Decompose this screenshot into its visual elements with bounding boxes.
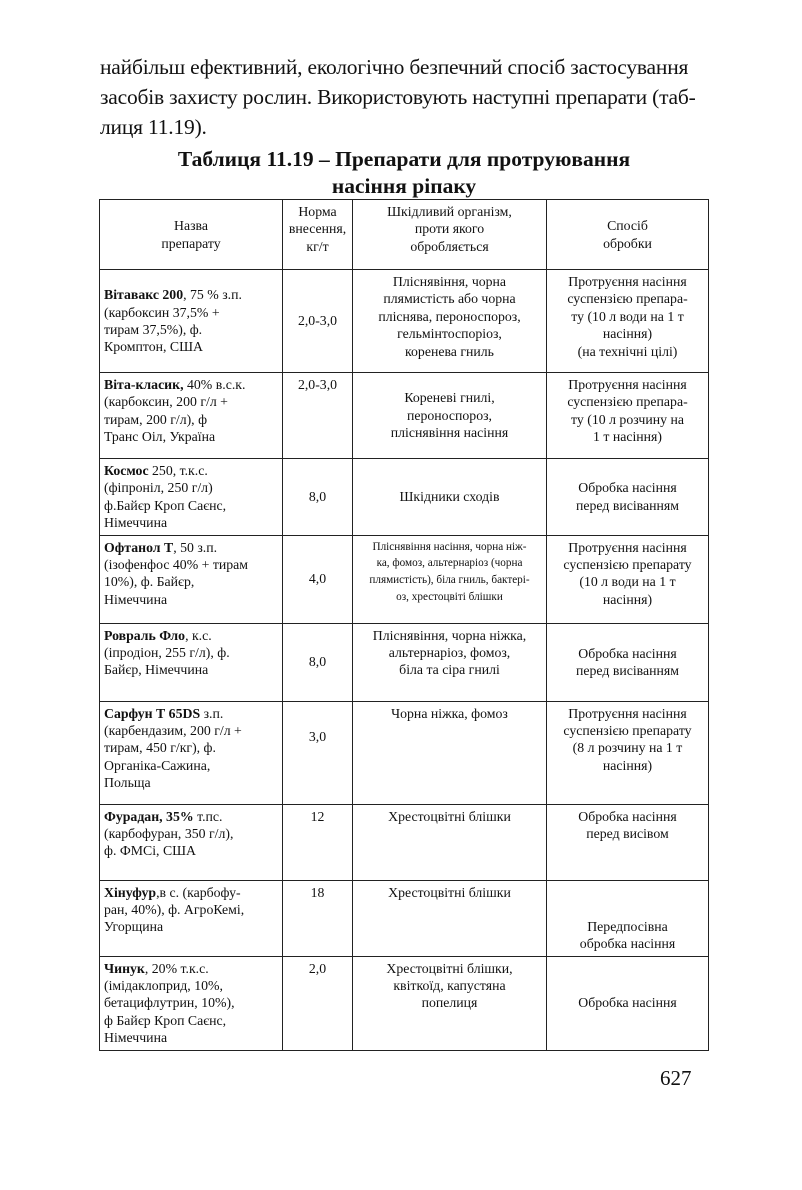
header-text: проти якого [414, 221, 485, 237]
cell-name [100, 270, 283, 373]
cell-norm: 2,0-3,0 [283, 270, 353, 373]
method-line: Передпосівна [587, 918, 668, 934]
cell-name [100, 459, 283, 536]
preparation-detail: (карбофуран, 350 г/л), [104, 826, 234, 842]
cell-norm: 2,0 [283, 956, 353, 1050]
preparation-detail: , 50 з.п. [173, 539, 218, 555]
cell-norm: 8,0 [283, 459, 353, 536]
method-line: насіння) [602, 326, 653, 342]
method-line: обробка насіння [579, 936, 676, 952]
preparation-detail: ф Байєр Кроп Саєнс, [104, 1012, 227, 1028]
method-line: (8 л розчину на 1 т [572, 740, 683, 756]
method-line: ту (10 л води на 1 т [571, 308, 684, 324]
preparation-detail: 10%), ф. Байєр, [104, 574, 195, 590]
preparation-detail: Німеччина [104, 1030, 168, 1046]
header-text: Норма [298, 204, 337, 219]
cell-name [100, 880, 283, 956]
preparation-detail: Угорщина [104, 919, 164, 935]
pest-line: квіткоїд, капустяна [393, 978, 506, 994]
cell-norm: 18 [283, 880, 353, 956]
cell-name [100, 535, 283, 623]
method-line: перед висівом [586, 826, 669, 842]
pest-line: Хрестоцвітні блішки [388, 808, 511, 824]
preparation-name: Космос [104, 463, 149, 478]
pest-line: пероноспороз, [406, 407, 493, 423]
method-line: Обробка насіння [578, 480, 677, 496]
method-line: суспензією препарату [563, 723, 692, 739]
preparation-detail: , к.с. [185, 627, 212, 643]
header-text: Спосіб [607, 218, 648, 234]
method-line: насіння) [602, 591, 653, 607]
method-line: Обробка насіння [578, 995, 677, 1011]
preparation-name: Віта-класик, [104, 377, 184, 392]
preparation-detail: (іпродіон, 255 г/л), ф. [104, 645, 230, 661]
pest-line: Пліснявіння, чорна [392, 274, 507, 289]
method-line: Протруєння насіння [568, 377, 687, 392]
pest-line: Хрестоцвітні блішки [388, 884, 511, 900]
pest-line: коренева гниль [405, 343, 494, 359]
cell-method [547, 701, 709, 804]
table-row [100, 804, 709, 880]
method-line: Протруєння насіння [568, 705, 687, 721]
cell-norm: 2,0-3,0 [283, 373, 353, 459]
intro-line: найбільш ефективний, екологічно безпечний спосіб застосування [100, 55, 689, 79]
preparation-detail: 250, т.к.с. [148, 463, 208, 478]
preparation-name: Офтанол Т [104, 539, 174, 555]
header-text: внесення, [288, 221, 347, 237]
cell-method [547, 373, 709, 459]
preparation-detail: ф. ФМСі, США [104, 843, 197, 859]
header-text: Шкідливий організм, [387, 204, 512, 219]
header-method [547, 200, 709, 270]
cell-name [100, 804, 283, 880]
preparation-detail: тирам, 450 г/кг), ф. [104, 740, 216, 756]
pest-line: Пліснявіння, чорна ніжка, [372, 627, 527, 643]
header-text: препарату [161, 235, 221, 251]
method-line: суспензією препара- [567, 291, 688, 307]
cell-pest [353, 804, 547, 880]
method-line: перед висіванням [576, 497, 679, 513]
cell-pest [353, 623, 547, 701]
preparation-detail: тирам 37,5%), ф. [104, 322, 203, 337]
intro-line: засобів захисту рослин. Використовують наступні препарати (таб- [100, 85, 696, 109]
cell-method [547, 623, 709, 701]
cell-pest [353, 373, 547, 459]
header-text: обробки [603, 235, 652, 251]
method-line: суспензією препара- [567, 394, 688, 410]
pest-line: Шкідники сходів [399, 489, 500, 505]
pest-line: Кореневі гнилі, [404, 390, 495, 406]
preparation-name: Вітавакс 200 [104, 287, 184, 303]
method-line: (на технічні цілі) [577, 343, 678, 359]
intro-paragraph [100, 52, 712, 142]
pest-line: Хрестоцвітні блішки, [386, 960, 513, 976]
method-line: ту (10 л розчину на [571, 411, 684, 427]
preparation-detail: Німеччина [104, 515, 168, 531]
preparation-name: Сарфун Т 65DS [104, 705, 201, 721]
pest-line: пліснявіння насіння [390, 425, 509, 441]
table-row [100, 701, 709, 804]
method-line: Обробка насіння [578, 645, 677, 661]
preparation-detail: ран, 40%), ф. АгроКемі, [104, 902, 245, 918]
method-line: (10 л води на 1 т [579, 574, 676, 590]
intro-line: лиця 11.19). [100, 115, 207, 139]
pest-line: біла та сіра гнилі [399, 662, 500, 678]
preparation-detail: тирам, 200 г/л), ф [104, 411, 208, 427]
cell-method [547, 804, 709, 880]
header-text: Назва [174, 218, 208, 234]
preparation-name: Фурадан, 35% [104, 808, 194, 824]
header-text: обробляється [410, 238, 489, 254]
preparation-detail: (карбендазим, 200 г/л + [104, 723, 242, 739]
pest-line: Чорна ніжка, фомоз [391, 705, 508, 721]
cell-method [547, 956, 709, 1050]
table-row [100, 956, 709, 1050]
cell-method [547, 270, 709, 373]
preparation-detail: 40% в.с.к. [183, 377, 246, 392]
table-row [100, 373, 709, 459]
preparation-detail: ,в с. (карбофу- [156, 884, 241, 900]
table-row [100, 535, 709, 623]
cell-pest [353, 270, 547, 373]
pest-line: попелиця [421, 995, 478, 1011]
preparations-table [99, 199, 709, 1051]
method-line: суспензією препарату [563, 557, 692, 573]
pest-line: Пліснявіння насіння, чорна ніж- [372, 540, 527, 553]
method-line: 1 т насіння) [593, 429, 662, 445]
header-norm [283, 200, 353, 270]
cell-pest [353, 956, 547, 1050]
pest-line: плямистість або чорна [383, 291, 516, 307]
cell-name [100, 956, 283, 1050]
table-row [100, 270, 709, 373]
preparation-name: Чинук [104, 960, 145, 976]
cell-name [100, 373, 283, 459]
cell-norm: 8,0 [283, 623, 353, 701]
preparation-detail: (імідаклоприд, 10%, [104, 978, 223, 994]
preparation-detail: , 75 % з.п. [183, 287, 242, 303]
cell-method [547, 880, 709, 956]
preparation-detail: з.п. [200, 705, 224, 721]
method-line: Протруєння насіння [568, 539, 687, 555]
pest-line: ка, фомоз, альтернаріоз (чорна [376, 557, 523, 570]
pest-line: оз, хрестоцвіті блішки [396, 591, 503, 604]
preparation-detail: ф.Байєр Кроп Саєнс, [104, 497, 227, 513]
preparation-detail: бетацифлутрин, 10%), [104, 995, 235, 1011]
preparation-detail: (ізофенфос 40% + тирам [104, 557, 249, 573]
preparation-detail: Органіка-Сажина, [104, 757, 211, 773]
preparation-detail: Транс Оіл, Україна [104, 429, 216, 445]
pest-line: альтернаріоз, фомоз, [388, 645, 511, 661]
preparation-name: Хінуфур [104, 884, 157, 900]
method-line: перед висіванням [576, 663, 679, 679]
header-name [100, 200, 283, 270]
preparation-detail: (карбоксин 37,5% + [104, 304, 220, 320]
table-title-line-2: насіння ріпаку [331, 174, 477, 198]
cell-method [547, 535, 709, 623]
cell-norm: 12 [283, 804, 353, 880]
preparation-name: Ровраль Фло [104, 627, 186, 643]
cell-method [547, 459, 709, 536]
table-row [100, 880, 709, 956]
preparation-detail: Байєр, Німеччина [104, 662, 209, 678]
method-line: Протруєння насіння [568, 274, 687, 289]
cell-pest [353, 880, 547, 956]
preparation-detail: Німеччина [104, 591, 168, 607]
cell-name [100, 701, 283, 804]
preparation-detail: (фіпроніл, 250 г/л) [104, 480, 213, 496]
pest-line: плямистість), біла гниль, бактері- [369, 574, 530, 587]
table-header-row [100, 200, 709, 270]
preparation-detail: т.пс. [193, 808, 223, 824]
cell-name [100, 623, 283, 701]
preparation-detail: , 20% т.к.с. [144, 960, 209, 976]
pest-line: гельмінтоспоріоз, [397, 326, 502, 342]
preparation-detail: (карбоксин, 200 г/л + [104, 394, 228, 410]
cell-pest [353, 701, 547, 804]
cell-norm: 3,0 [283, 701, 353, 804]
table-row [100, 459, 709, 536]
header-text: кг/т [306, 238, 329, 254]
page-number: 627 [660, 1066, 692, 1090]
table-title [100, 146, 708, 200]
preparation-detail: Кромптон, США [104, 339, 203, 355]
cell-norm: 4,0 [283, 535, 353, 623]
pest-line: пліснява, пероноспороз, [378, 308, 521, 324]
cell-pest [353, 459, 547, 536]
preparation-detail: Польща [104, 775, 151, 791]
header-pest [353, 200, 547, 270]
cell-pest [353, 535, 547, 623]
method-line: Обробка насіння [578, 808, 677, 824]
table-row [100, 623, 709, 701]
method-line: насіння) [602, 757, 653, 773]
table-title-line-1: Таблиця 11.19 – Препарати для протруювання [177, 147, 631, 171]
